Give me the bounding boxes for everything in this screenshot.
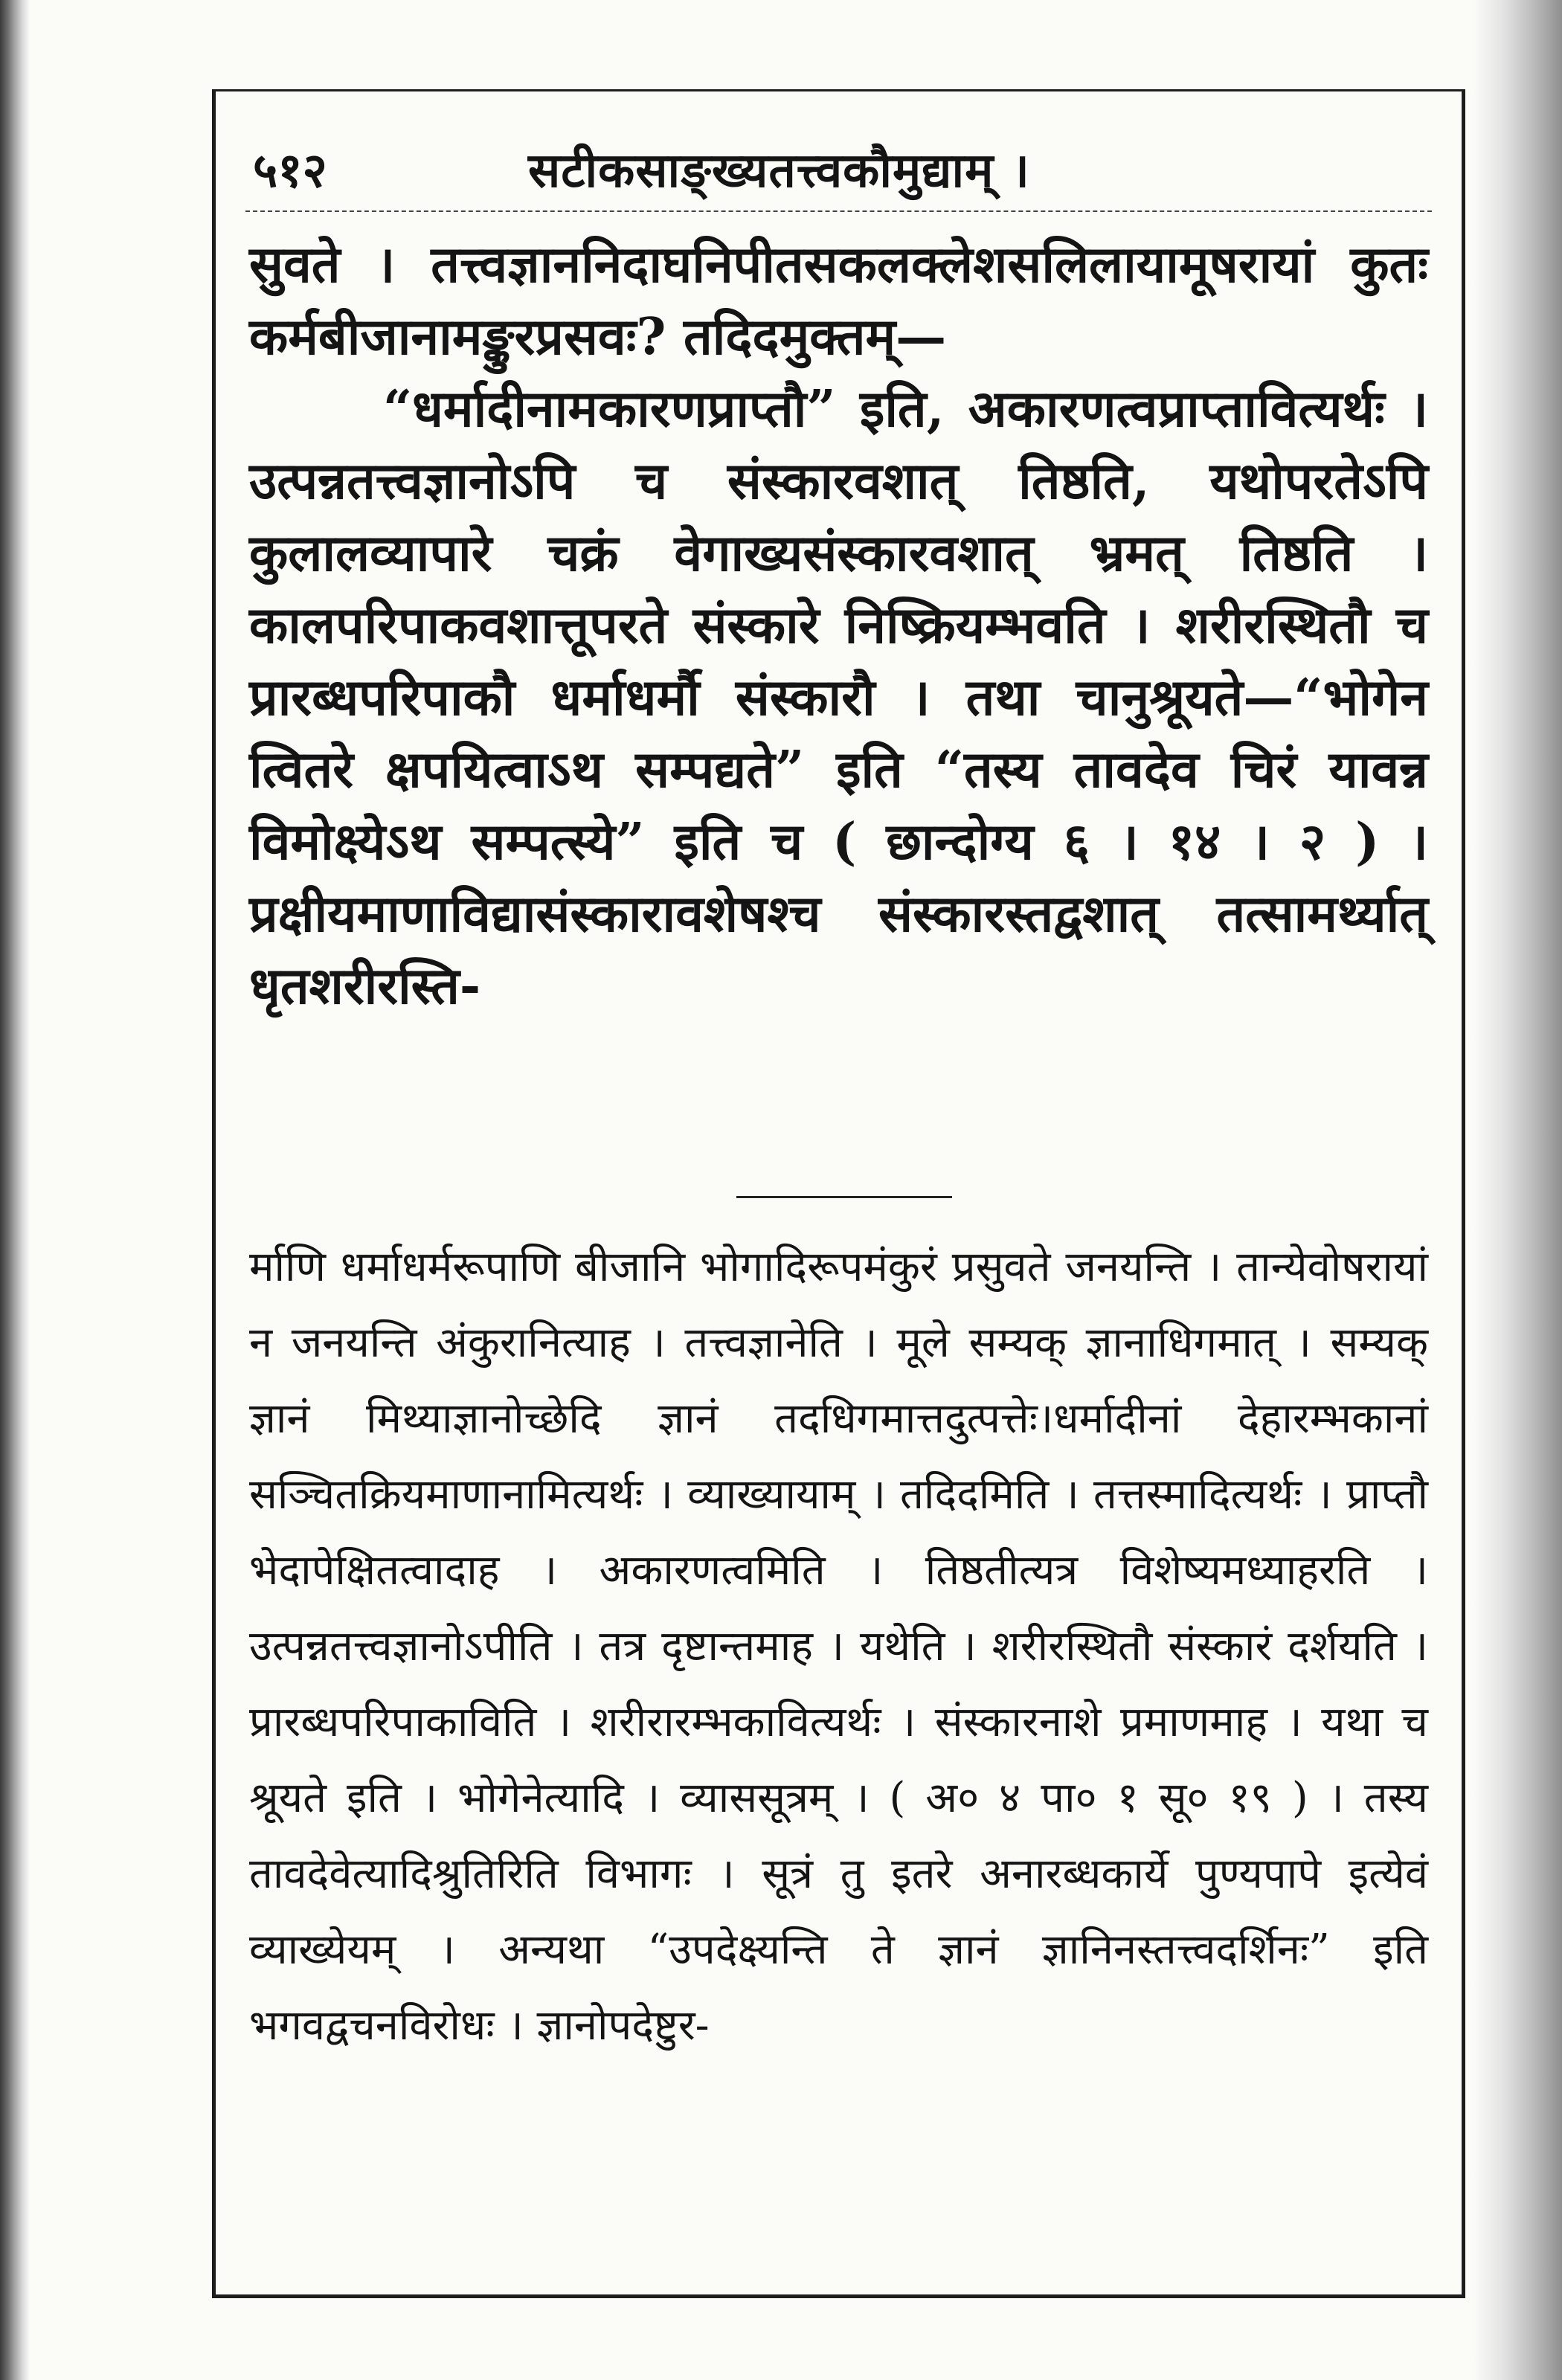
running-title: सटीकसाङ्ख्यतत्त्वकौमुद्याम् ।: [528, 143, 1030, 199]
page-number: ५१२: [253, 143, 327, 199]
page-frame: [212, 89, 1465, 2298]
main-paragraph-1: सुवते । तत्त्वज्ञाननिदाघनिपीतसकलक्लेशसलिलायामूषरायां कुतः कर्मबीजानामङ्कुरप्रसवः? तदिदमुक्तम्—: [249, 235, 1428, 367]
main-text: [249, 229, 1428, 1023]
page-header: [245, 121, 1432, 212]
commentary-text: [249, 1229, 1428, 2064]
main-paragraph-2: “धर्मादीनामकारणप्राप्तौ” इति, अकारणत्वप्राप्तावित्यर्थः । उत्पन्नतत्त्वज्ञानोऽपि च संस्कारवशात् तिष्ठति, यथोपरतेऽपि कुलालव्यापारे चक्रं वेगाख्यसंस्कारवशात् भ्रमत् तिष्ठति । कालपरिपाकवशात्तूपरते संस्कारे निष्क्रियम्भवति । शरीरस्थितौ च प्रारब्धपरिपाकौ धर्माधर्मौ संस्कारौ । तथा चानुश्रूयते—“भोगेन त्वितरे क्षपयित्वाऽथ सम्पद्यते” इति “तस्य तावदेव चिरं यावन्न विमोक्ष्येऽथ सम्पत्स्ये” इति च ( छान्दोग्य ६ । १४ । २ ) । प्रक्षीयमाणाविद्यासंस्कारावशेषश्च संस्कारस्तद्वशात् तत्सामर्थ्यात् धृतशरीरस्ति-: [249, 379, 1428, 1016]
section-divider: [736, 1196, 952, 1198]
scan-edge-left: [0, 0, 30, 2380]
scan-edge-right: [1473, 0, 1562, 2380]
commentary-paragraph: र्माणि धर्माधर्मरूपाणि बीजानि भोगादिरूपमंकुरं प्रसुवते जनयन्ति । तान्येवोषरायां न जनयन्ति अंकुरानित्याह । तत्त्वज्ञानेति । मूले सम्यक् ज्ञानाधिगमात् । सम्यक् ज्ञानं मिथ्याज्ञानोच्छेदि ज्ञानं तदधिगमात्तदुत्पत्तेः।धर्मादीनां देहारम्भकानां सञ्चितक्रियमाणानामित्यर्थः । व्याख्यायाम् । तदिदमिति । तत्तस्मादित्यर्थः । प्राप्तौ भेदापेक्षितत्वादाह । अकारणत्वमिति । तिष्ठतीत्यत्र विशेष्यमध्याहरति । उत्पन्नतत्त्वज्ञानोऽपीति । तत्र दृष्टान्तमाह । यथेति । शरीरस्थितौ संस्कारं दर्शयति । प्रारब्धपरिपाकाविति । शरीरारम्भकावित्यर्थः । संस्कारनाशे प्रमाणमाह । यथा च श्रूयते इति । भोगेनेत्यादि । व्याससूत्रम् । ( अ० ४ पा० १ सू० १९ ) । तस्य तावदेवेत्यादिश्रुतिरिति विभागः । सूत्रं तु इतरे अनारब्धकार्ये पुण्यपापे इत्येवं व्याख्येयम् । अन्यथा “उपदेक्ष्यन्ति ते ज्ञानं ज्ञानिनस्तत्त्वदर्शिनः” इति भगवद्वचनविरोधः । ज्ञानोपदेष्टुर-: [249, 1243, 1428, 2050]
